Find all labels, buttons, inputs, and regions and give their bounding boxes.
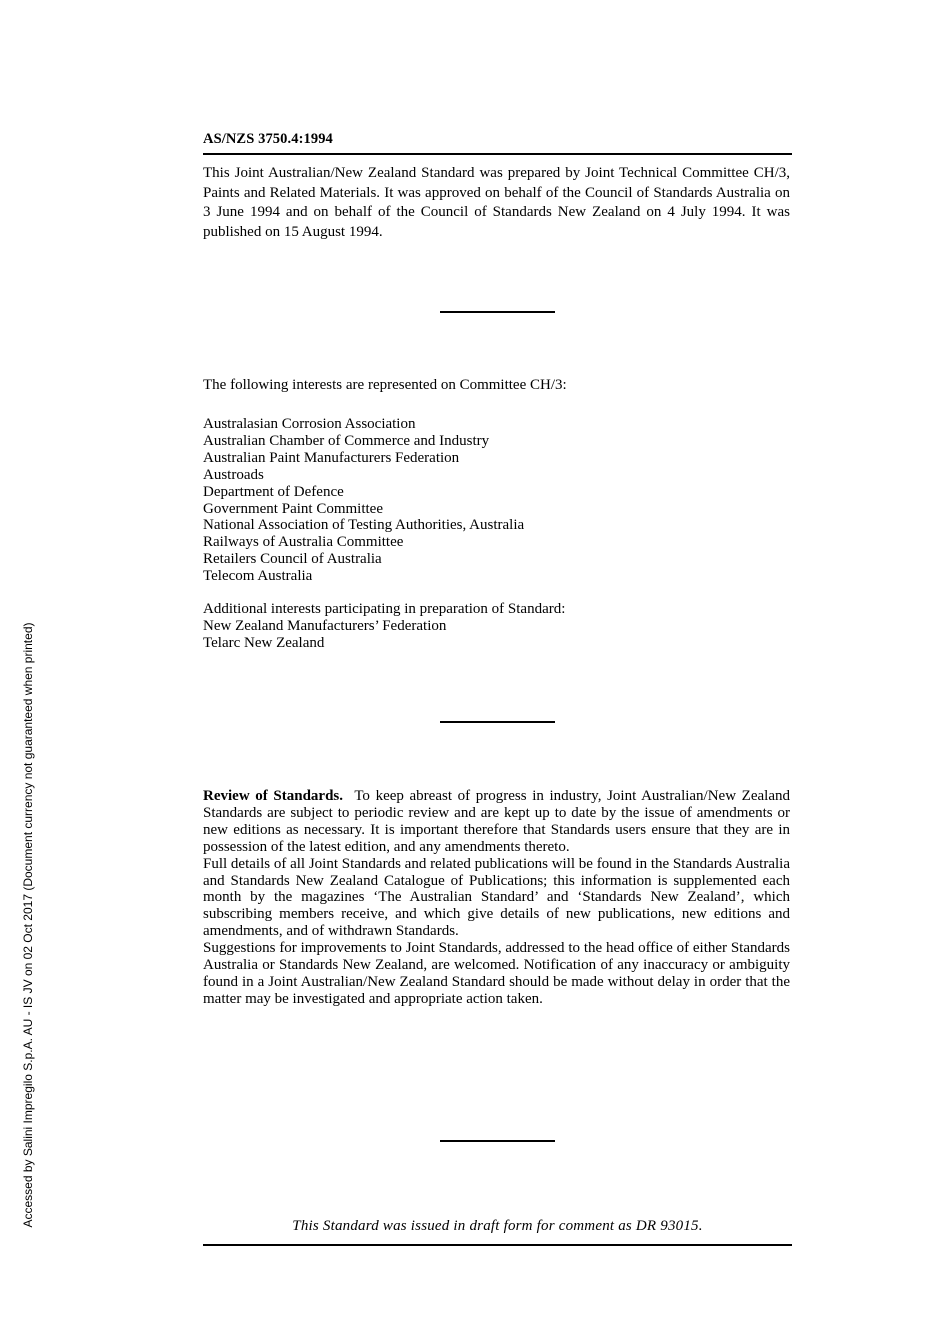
review-paragraph: Suggestions for improvements to Joint Standards, addressed to the head office of either Standards Australia or Standards New Zealand, are welcomed. Notification of any inaccuracy or ambiguity found in a Joint Australian/New Zealand Standard should be made without delay in order that the matter may be investigated and appropriate action taken. (203, 940, 790, 1007)
list-item: Austroads (203, 466, 264, 483)
section-divider (440, 1140, 555, 1142)
committee-member-list (203, 416, 790, 585)
review-paragraph: Full details of all Joint Standards and related publications will be found in the Standards Australia and Standards New Zealand Catalogue of Publications; this information is supplemented each month by the magazines ‘The Australian Standard’ and ‘Standards New Zealand’, which subscribing members receive, and which give details of new publications, new editions and amendments, and of withdrawn Standards. (203, 855, 790, 940)
review-paragraph-text: To keep abreast of progress in industry, Joint Australian/New Zealand Standards are subject to periodic review and are kept up to date by the issue of amendments or new editions as necessary. It is important therefore that Standards users ensure that they are in possession of the latest edition, and any amendments thereto. (203, 788, 790, 855)
committee-intro: The following interests are represented on Committee CH/3: (203, 377, 567, 393)
draft-note: This Standard was issued in draft form for comment as DR 93015. (292, 1218, 703, 1234)
list-item: Telecom Australia (203, 568, 313, 585)
additional-interests-intro: Additional interests participating in preparation of Standard: (203, 601, 566, 617)
list-item: Australian Paint Manufacturers Federation (203, 449, 460, 466)
review-of-standards (203, 788, 790, 1008)
review-paragraph (203, 788, 790, 856)
list-item: Government Paint Committee (203, 500, 383, 517)
footer-rule (203, 1244, 792, 1246)
additional-interests (203, 601, 790, 652)
list-item: Department of Defence (203, 483, 344, 500)
section-divider (440, 721, 555, 723)
access-watermark: Accessed by Salini Impregilo S.p.A. AU - IS JV on 02 Oct 2017 (Document currency not guaranteed when printed) (21, 622, 35, 1228)
preparation-statement: This Joint Australian/New Zealand Standard was prepared by Joint Technical Committee CH/3, Paints and Related Materials. It was approved on behalf of the Council of Standards Australia on 3 June 1994 and on behalf of the Council of Standards New Zealand on 4 July 1994. It was published on 15 August 1994. (203, 165, 790, 240)
list-item: Railways of Australia Committee (203, 534, 404, 551)
list-item: Retailers Council of Australia (203, 551, 382, 568)
list-item: Telarc New Zealand (203, 634, 325, 651)
list-item: New Zealand Manufacturers’ Federation (203, 617, 447, 634)
list-item: Australian Chamber of Commerce and Industry (203, 432, 490, 449)
review-heading: Review of Standards. (203, 788, 344, 804)
document-code: AS/NZS 3750.4:1994 (203, 131, 333, 147)
list-item: Australasian Corrosion Association (203, 416, 416, 432)
header-rule (203, 153, 792, 155)
list-item: National Association of Testing Authorities, Australia (203, 517, 525, 534)
section-divider (440, 311, 555, 313)
